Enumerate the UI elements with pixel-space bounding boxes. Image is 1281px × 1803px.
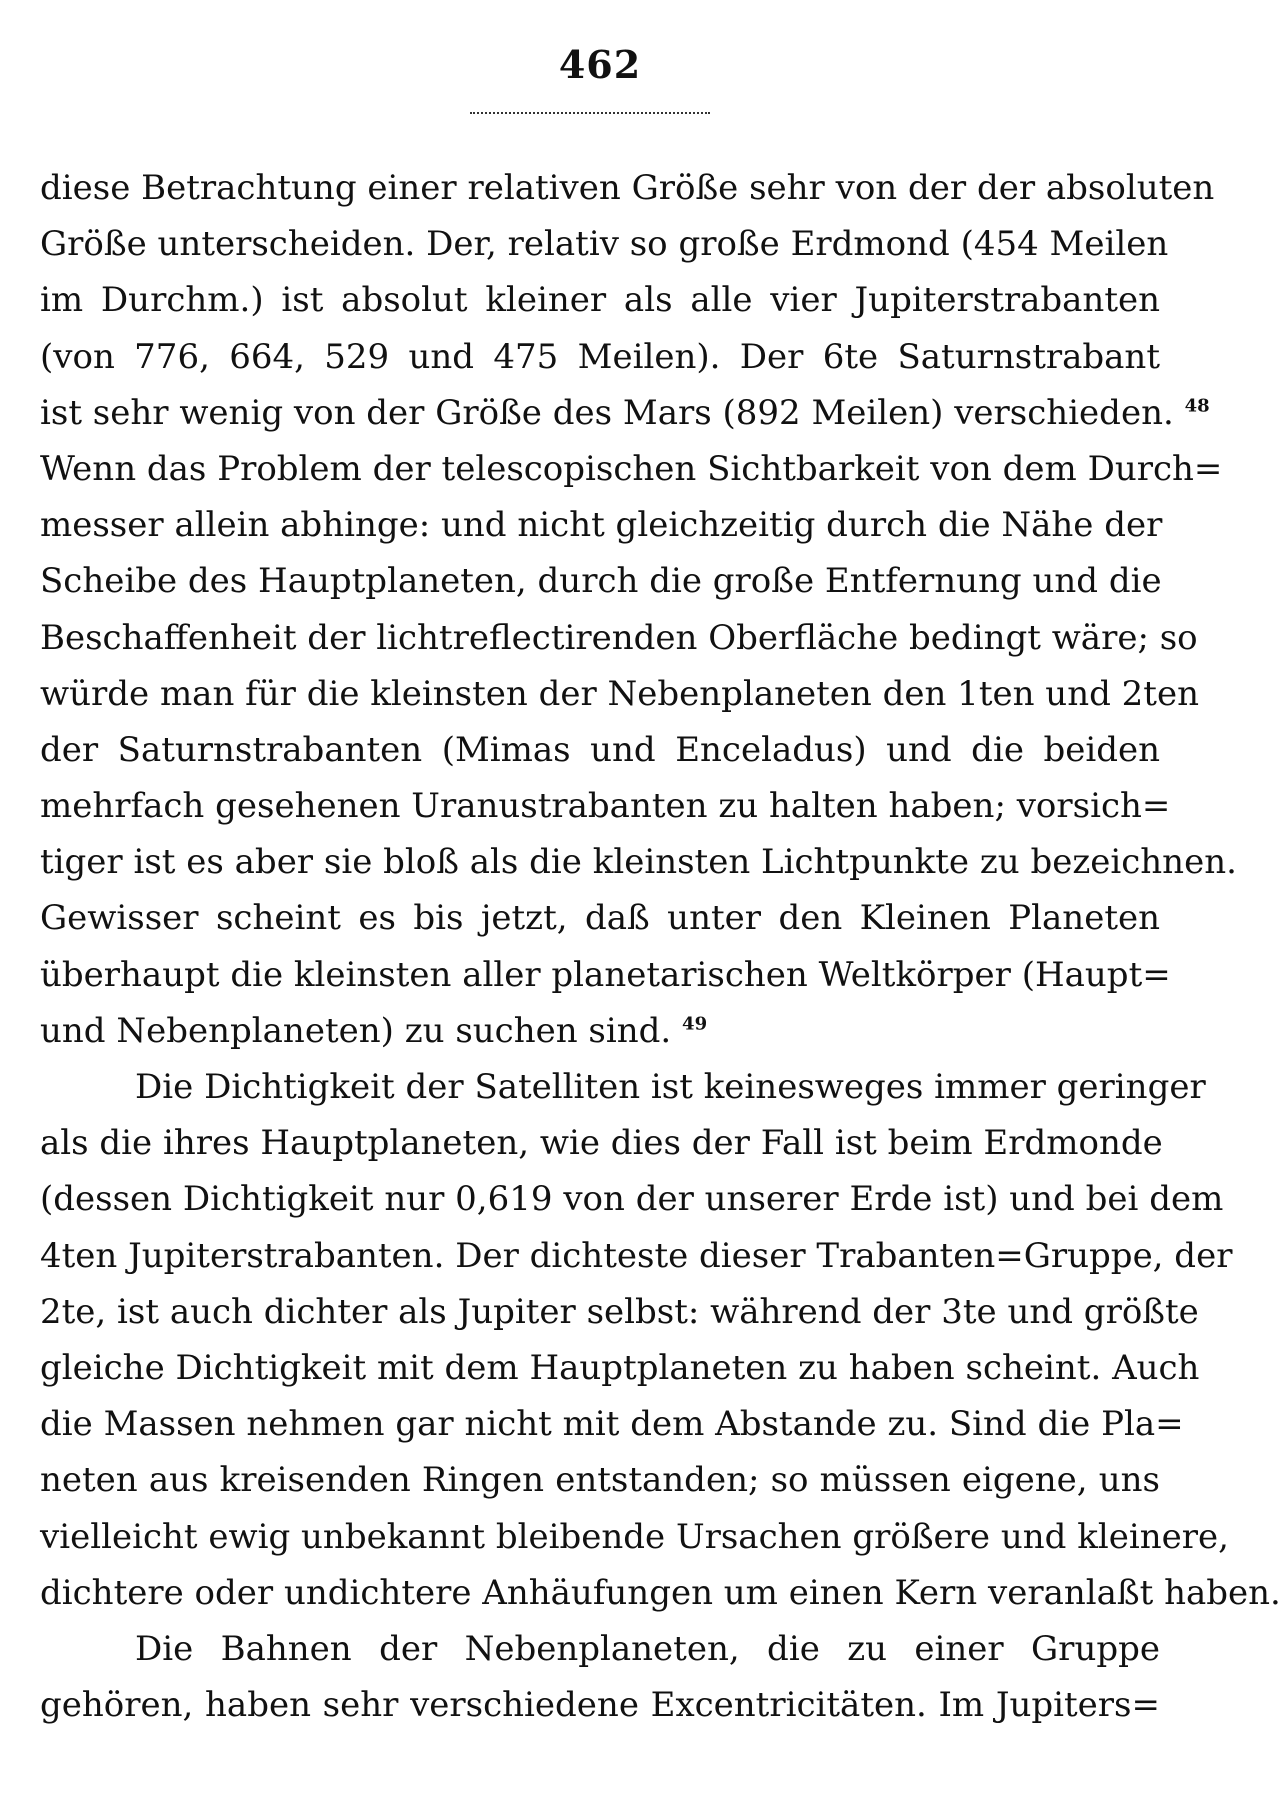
text-line-content: und Nebenplaneten) zu suchen sind.: [40, 1010, 672, 1051]
text-line-content: diese Betrachtung einer relativen Größe sehr von der der absoluten: [40, 168, 1215, 208]
text-line: [40, 1059, 1206, 1115]
text-line: [40, 1396, 1184, 1452]
text-line: [40, 1340, 1200, 1396]
text-line-content: mehrfach gesehenen Uranustrabanten zu halten haben; vorsich=: [40, 786, 1171, 827]
text-line-content: Die Bahnen der Nebenplaneten, die zu einer Gruppe: [135, 1628, 1160, 1669]
body-text: [40, 160, 1281, 1733]
text-line: [40, 1509, 1229, 1565]
text-line: [40, 216, 1169, 272]
text-line: [40, 160, 1215, 216]
text-line-content: (dessen Dichtigkeit nur 0,619 von der unserer Erde ist) und bei dem: [40, 1179, 1224, 1220]
text-line-content: messer allein abhinge: und nicht gleichzeitig durch die Nähe der: [40, 505, 1163, 546]
text-line-content: der Saturnstrabanten (Mimas und Enceladus) und die beiden: [40, 729, 1160, 770]
text-line-content: 4ten Jupiterstrabanten. Der dichteste dieser Trabanten=Gruppe, der: [40, 1235, 1233, 1276]
text-line-content: (von 776, 664, 529 und 475 Meilen). Der 6te Saturnstrabant: [40, 336, 1160, 377]
text-line: [40, 1003, 1160, 1059]
text-line: [40, 1677, 1160, 1733]
text-line: [40, 497, 1163, 553]
text-line-content: als die ihres Hauptplaneten, wie dies der Fall ist beim Erdmonde: [40, 1123, 1163, 1164]
text-line-content: gleiche Dichtigkeit mit dem Hauptplaneten zu haben scheint. Auch: [40, 1347, 1200, 1388]
text-line: [40, 778, 1171, 834]
text-line: [40, 1452, 1160, 1508]
text-line-content: die Massen nehmen gar nicht mit dem Abstande zu. Sind die Pla=: [40, 1404, 1184, 1445]
text-line-content: gehören, haben sehr verschiedene Excentricitäten. Im Jupiters=: [40, 1685, 1160, 1726]
text-line: [40, 553, 1160, 609]
page-number: 462: [558, 42, 642, 87]
text-line: [40, 947, 1171, 1003]
text-line: [40, 441, 1223, 497]
text-line-content: vielleicht ewig unbekannt bleibende Ursachen größere und kleinere,: [40, 1516, 1229, 1557]
text-line-content: Größe unterscheiden. Der, relativ so große Erdmond (454 Meilen: [40, 224, 1169, 265]
text-line-content: neten aus kreisenden Ringen entstanden; so müssen eigene, uns: [40, 1460, 1160, 1501]
text-line: [40, 722, 1160, 778]
text-line: [40, 1621, 1160, 1677]
text-line: [40, 1115, 1163, 1171]
text-line-content: Gewisser scheint es bis jetzt, daß unter den Kleinen Planeten: [40, 898, 1160, 939]
text-line: [40, 1228, 1233, 1284]
footnote-marker[interactable]: 48: [1184, 395, 1210, 417]
text-line: [40, 329, 1160, 385]
text-line-content: Wenn das Problem der telescopischen Sichtbarkeit von dem Durch=: [40, 448, 1223, 489]
text-line: [40, 890, 1160, 946]
text-line: [40, 666, 1199, 722]
text-line: [40, 1171, 1224, 1227]
text-line-content: Scheibe des Hauptplaneten, durch die große Entfernung und die: [40, 561, 1162, 602]
text-line-content: tiger ist es aber sie bloß als die kleinsten Lichtpunkte zu bezeichnen.: [40, 842, 1237, 883]
text-line-content: Die Dichtigkeit der Satelliten ist keinesweges immer geringer: [135, 1067, 1206, 1107]
text-line: [40, 1565, 1281, 1621]
footnote-marker[interactable]: 49: [682, 1013, 708, 1035]
text-line-content: ist sehr wenig von der Größe des Mars (892 Meilen) verschieden.: [40, 392, 1174, 433]
text-line: [40, 610, 1198, 666]
text-line-content: im Durchm.) ist absolut kleiner als alle vier Jupiterstrabanten: [40, 280, 1160, 321]
header-rule: [470, 112, 710, 114]
text-line-content: überhaupt die kleinsten aller planetarischen Weltkörper (Haupt=: [40, 954, 1171, 995]
text-line-content: würde man für die kleinsten der Nebenplaneten den 1ten und 2ten: [40, 673, 1199, 714]
text-line: [40, 834, 1237, 890]
text-line-content: dichtere oder undichtere Anhäufungen um einen Kern veranlaßt haben.: [40, 1572, 1281, 1613]
text-line-content: Beschaffenheit der lichtreflectirenden Oberfläche bedingt wäre; so: [40, 617, 1198, 658]
text-line: [40, 1284, 1199, 1340]
text-line: [40, 385, 1210, 441]
text-line-content: 2te, ist auch dichter als Jupiter selbst: während der 3te und größte: [40, 1291, 1199, 1332]
text-line: [40, 272, 1160, 328]
